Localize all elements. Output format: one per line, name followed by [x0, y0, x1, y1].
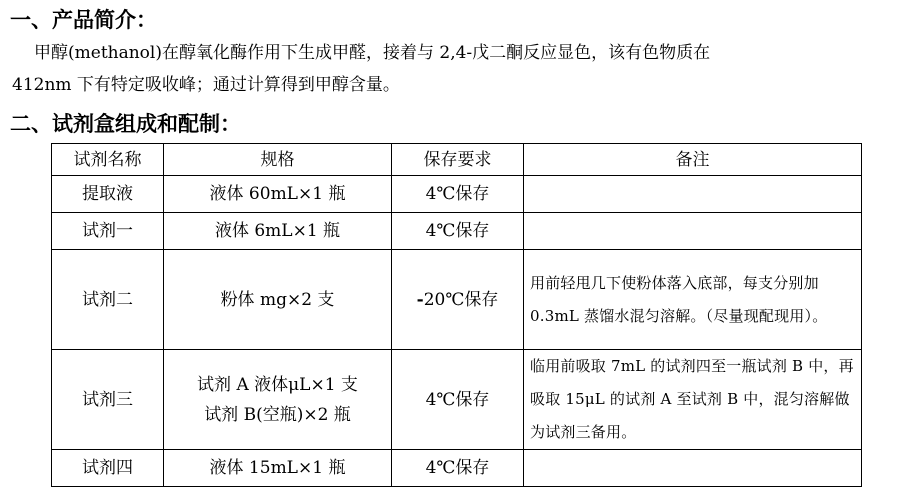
- reagent-name-cell: 试剂四: [52, 450, 164, 487]
- table-row: [52, 350, 862, 450]
- note-cell: 用前轻甩几下使粉体落入底部，每支分别加 0.3mL 蒸馏水混匀溶解。（尽量现配现用）。: [524, 250, 862, 350]
- storage-cell: [392, 250, 524, 350]
- storage-cell: 4℃保存: [392, 450, 524, 487]
- storage-cell: 4℃保存: [392, 350, 524, 450]
- spec-line-1: 试剂 A 液体μL×1 支: [197, 374, 358, 395]
- spec-cell: 液体 6mL×1 瓶: [164, 213, 392, 250]
- reagent-name-cell: 试剂一: [52, 213, 164, 250]
- reagent-table: [51, 143, 862, 487]
- header-storage: 保存要求: [392, 144, 524, 176]
- note-cell: [524, 213, 862, 250]
- storage-value: 20℃保存: [423, 289, 499, 310]
- table-row: [52, 176, 862, 213]
- table-row: [52, 250, 862, 350]
- spec-line-2: 试剂 B(空瓶)×2 瓶: [204, 404, 351, 425]
- spec-cell: 液体 60mL×1 瓶: [164, 176, 392, 213]
- spec-cell: 粉体 mg×2 支: [164, 250, 392, 350]
- note-cell: [524, 450, 862, 487]
- storage-minus-sign: -: [416, 289, 424, 310]
- reagent-name-cell: 试剂二: [52, 250, 164, 350]
- header-specification: 规格: [164, 144, 392, 176]
- storage-cell: 4℃保存: [392, 213, 524, 250]
- intro-paragraph-line-2: 412nm 下有特定吸收峰；通过计算得到甲醇含量。: [12, 75, 400, 95]
- spec-cell: 液体 15mL×1 瓶: [164, 450, 392, 487]
- note-cell: 临用前吸取 7mL 的试剂四至一瓶试剂 B 中，再吸取 15μL 的试剂 A 至试剂 B 中，混匀溶解做为试剂三备用。: [524, 350, 862, 450]
- reagent-name-cell: 试剂三: [52, 350, 164, 450]
- intro-paragraph-line-1: 甲醇(methanol)在醇氧化酶作用下生成甲醛，接着与 2,4-戊二酮反应显色，该有色物质在: [34, 43, 711, 63]
- table-row: [52, 213, 862, 250]
- spec-cell: [164, 350, 392, 450]
- table-header-row: [52, 144, 862, 176]
- reagent-name-cell: 提取液: [52, 176, 164, 213]
- table-row: [52, 450, 862, 487]
- section-heading-product-intro: 一、产品简介：: [10, 8, 157, 32]
- note-cell: [524, 176, 862, 213]
- header-reagent-name: 试剂名称: [52, 144, 164, 176]
- header-remarks: 备注: [524, 144, 862, 176]
- section-heading-kit-composition: 二、试剂盒组成和配制：: [10, 112, 241, 136]
- storage-cell: 4℃保存: [392, 176, 524, 213]
